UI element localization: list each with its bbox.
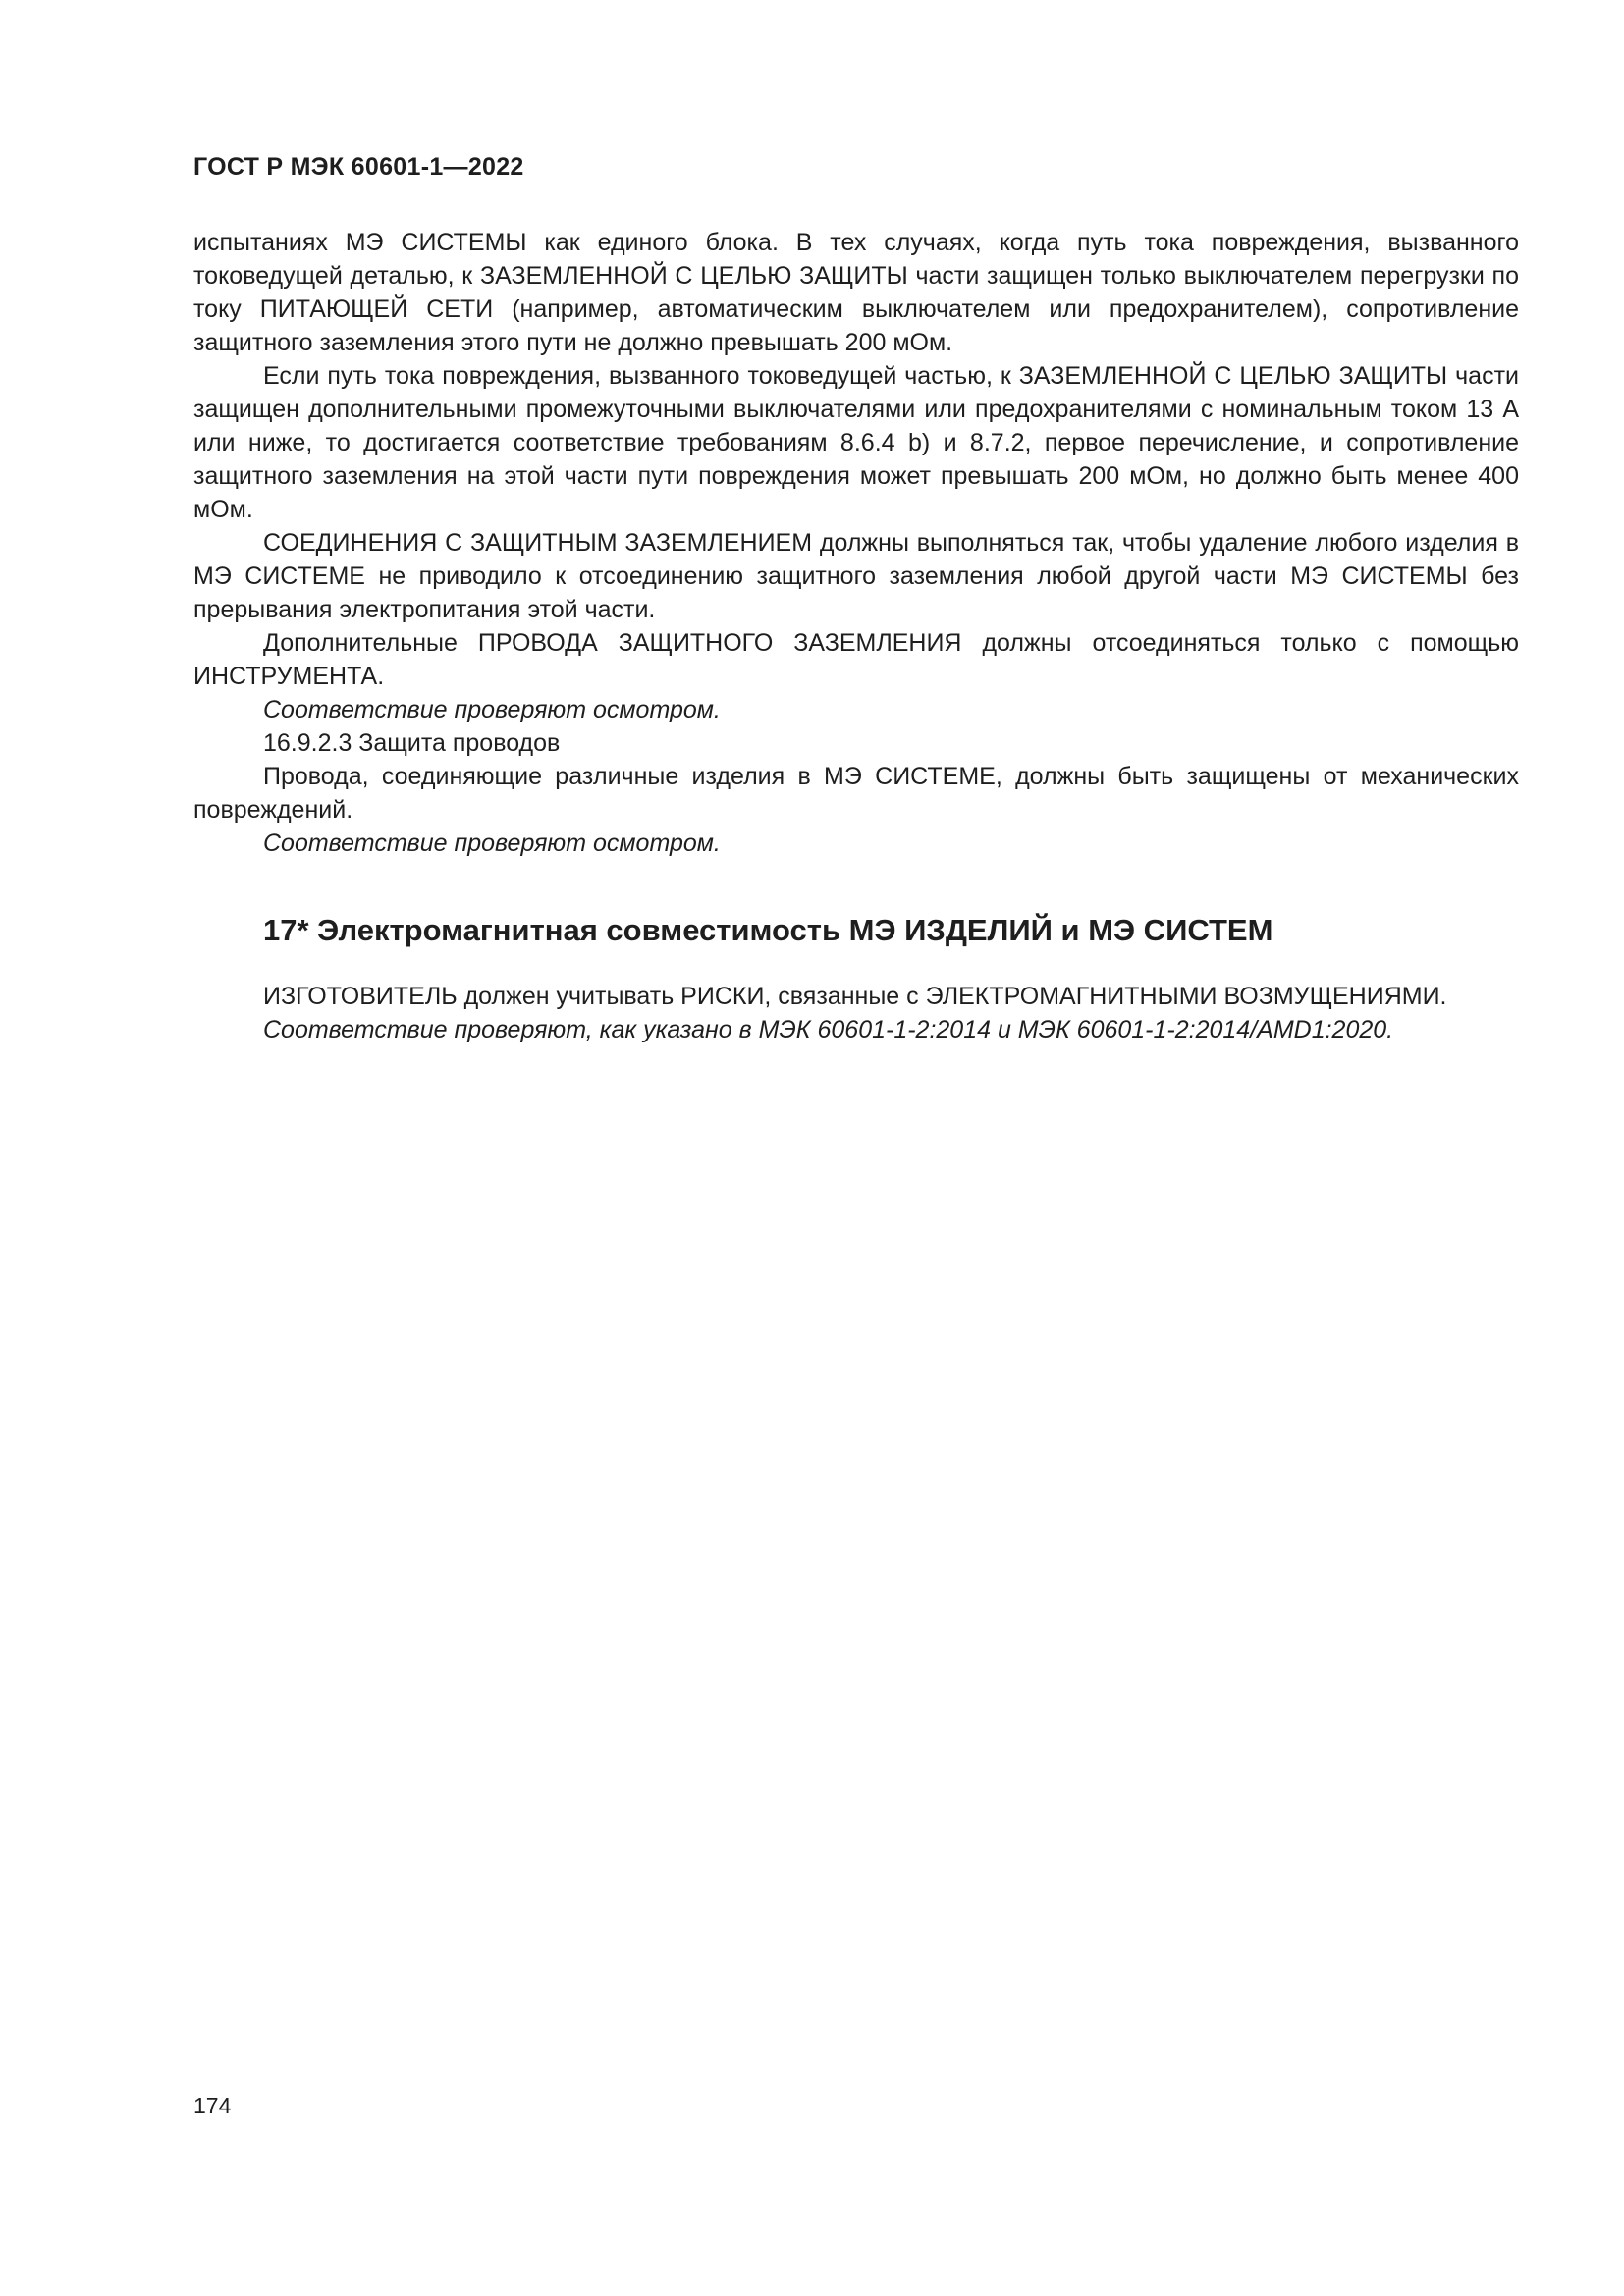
document-header: ГОСТ Р МЭК 60601-1—2022: [193, 153, 524, 181]
compliance-statement: Соответствие проверяют осмотром.: [263, 696, 721, 723]
paragraph-em-disturbances: ИЗГОТОВИТЕЛЬ должен учитывать РИСКИ, связанные с ЭЛЕКТРОМАГНИТНЫМИ ВОЗМУЩЕНИЯМИ.: [263, 983, 1447, 1010]
paragraph-fault-current-path: Если путь тока повреждения, вызванного токоведущей частью, к ЗАЗЕМЛЕННОЙ С ЦЕЛЬЮ ЗАЩИТЫ части защищен дополнительными промежуточными выключателями или предохранителями с номинальным током 13 А или ниже, то достигается соответствие требованиям 8.6.4 b) и 8.7.2, первое перечисление, и сопротивление защитного заземления на этой части пути повреждения может превышать 200 мОм, но должно быть менее 400 мОм.: [193, 362, 1519, 523]
compliance-statement: Соответствие проверяют, как указано в МЭК 60601-1-2:2014 и МЭК 60601-1-2:2014/AMD1:2020.: [263, 1016, 1394, 1043]
section-heading: 17* Электромагнитная совместимость МЭ ИЗДЕЛИЙ и МЭ СИСТЕМ: [263, 913, 1273, 947]
subclause-title: 16.9.2.3 Защита проводов: [263, 729, 561, 757]
paragraph-wire-protection: Провода, соединяющие различные изделия в МЭ СИСТЕМЕ, должны быть защищены от механических повреждений.: [193, 763, 1519, 824]
paragraph-protective-earth-connections: СОЕДИНЕНИЯ С ЗАЩИТНЫМ ЗАЗЕМЛЕНИЕМ должны выполняться так, чтобы удаление любого изделия в МЭ СИСТЕМЕ не приводило к отсоединению защитного заземления любой другой части МЭ СИСТЕМЫ без прерывания электропитания этой части.: [193, 529, 1519, 623]
paragraph-additional-earth-conductors: Дополнительные ПРОВОДА ЗАЩИТНОГО ЗАЗЕМЛЕНИЯ должны отсоединяться только с помощью ИНСТРУМЕНТА.: [193, 629, 1519, 690]
page-number: 174: [193, 2093, 232, 2118]
continued-paragraph: испытаниях МЭ СИСТЕМЫ как единого блока. В тех случаях, когда путь тока повреждения, вызванного токоведущей деталью, к ЗАЗЕМЛЕННОЙ С ЦЕЛЬЮ ЗАЩИТЫ части защищен только выключателем перегрузки по току ПИТАЮЩЕЙ СЕТИ (например, автоматическим выключателем или предохранителем), сопротивление защитного заземления этого пути не должно превышать 200 мОм.: [193, 229, 1519, 356]
compliance-statement: Соответствие проверяют осмотром.: [263, 829, 721, 857]
page-content: [193, 226, 1519, 1046]
